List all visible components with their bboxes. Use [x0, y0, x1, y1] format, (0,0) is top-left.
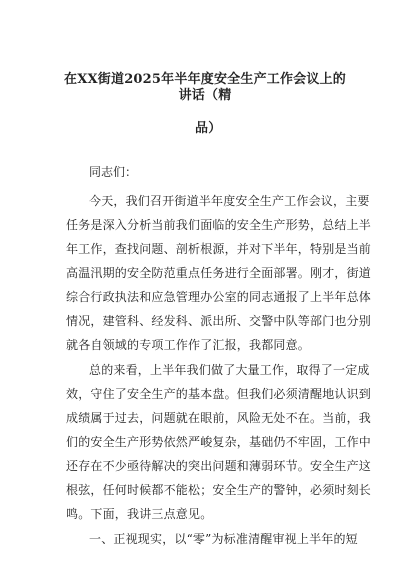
document-title-continuation: 品）: [195, 121, 222, 136]
body-line: 高温汛期的安全防范重点任务进行全面部署。刚才，街道: [66, 266, 372, 280]
body-line: 成绩属于过去，问题就在眼前，风险无处不在。当前，我: [66, 411, 372, 425]
body-line: 今天，我们召开街道半年度安全生产工作会议，主要: [89, 194, 370, 208]
salutation: 同志们：: [89, 165, 138, 179]
body-line: 综合行政执法和应急管理办公室的同志通报了上半年总体: [66, 290, 372, 304]
body-line: 情况，建管科、经发科、派出所、交警中队等部门也分别: [66, 314, 372, 328]
body-line: 们的安全生产形势依然严峻复杂，基础仍不牢固，工作中: [66, 435, 372, 449]
body-line: 就各自领域的专项工作作了汇报，我都同意。: [66, 338, 311, 352]
body-line: 效，守住了安全生产的基本盘。但我们必须清醒地认识到: [66, 387, 372, 401]
document-title: 在XX街道2025年半年度安全生产工作会议上的讲话（精: [64, 72, 346, 103]
body-line: 根弦，任何时候都不能松；安全生产的警钟，必须时刻长: [66, 483, 372, 497]
body-line: 总的来看，上半年我们做了大量工作，取得了一定成: [89, 363, 370, 377]
body-line: 年工作，查找问题、剖析根源，并对下半年，特别是当前: [66, 242, 372, 256]
body-line: 任务是深入分析当前我们面临的安全生产形势，总结上半: [66, 218, 372, 232]
body-line: 一、正视现实，以“零”为标准清醒审视上半年的短: [89, 532, 358, 546]
body-line: 鸣。下面，我讲三点意见。: [66, 507, 213, 521]
body-line: 还存在不少亟待解决的突出问题和薄弱环节。安全生产这: [66, 459, 372, 473]
